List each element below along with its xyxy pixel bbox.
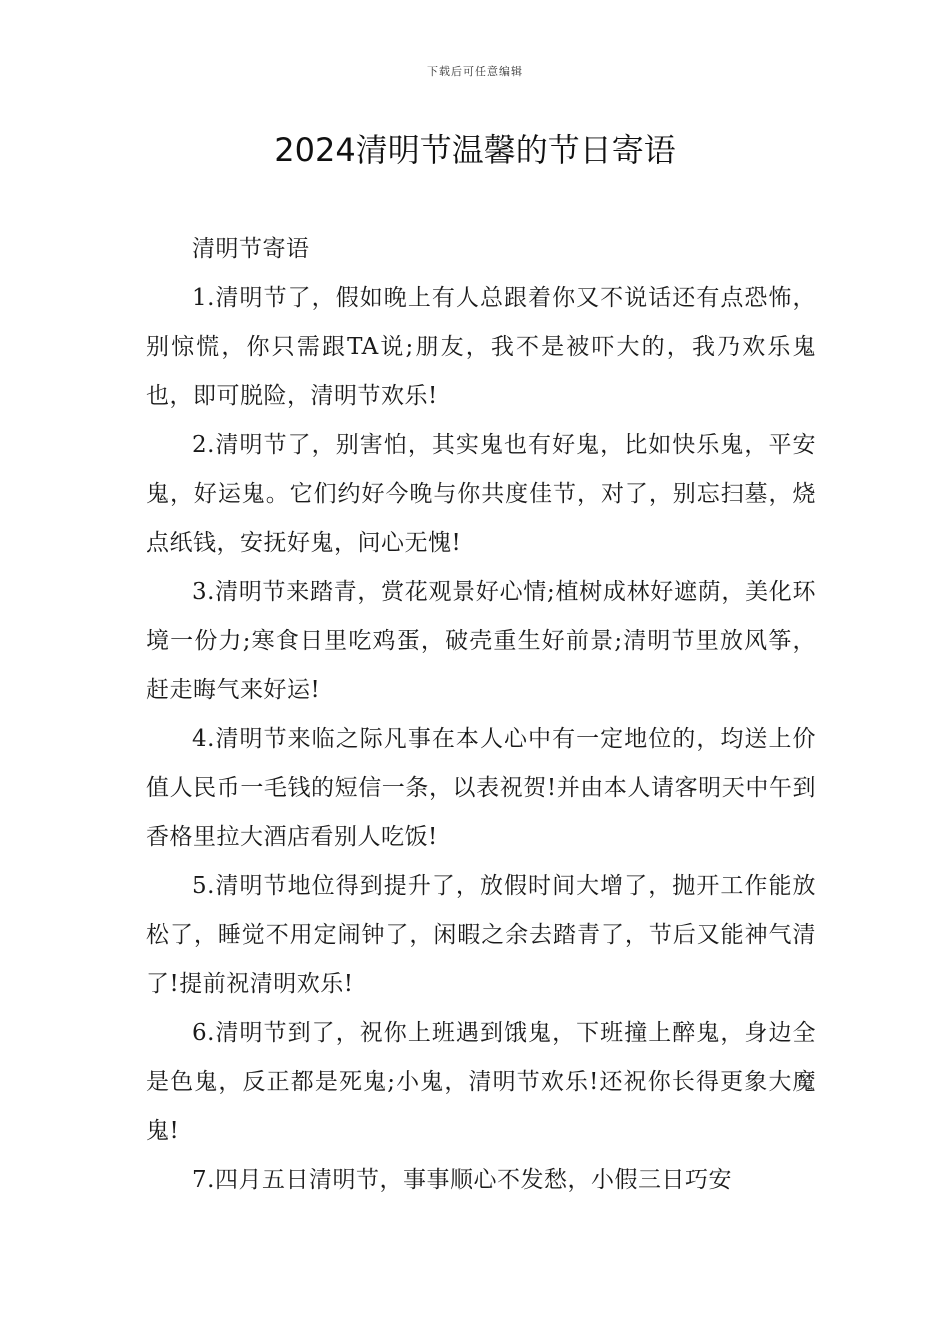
- document-title: 2024清明节温馨的节日寄语: [274, 131, 676, 169]
- section-heading: 清明节寄语: [192, 236, 310, 262]
- paragraph-1: 1.清明节了，假如晚上有人总跟着你又不说话还有点恐怖，别惊慌，你只需跟TA说;朋友，我不是被吓大的，我乃欢乐鬼也，即可脱险，清明节欢乐!: [146, 285, 816, 409]
- paragraph-7: 7.四月五日清明节，事事顺心不发愁，小假三日巧安: [192, 1167, 732, 1193]
- header-note: 下载后可任意编辑: [427, 65, 523, 78]
- paragraph-2: 2.清明节了，别害怕，其实鬼也有好鬼，比如快乐鬼，平安鬼，好运鬼。它们约好今晚与你共度佳节，对了，别忘扫墓，烧点纸钱，安抚好鬼，问心无愧!: [146, 432, 816, 556]
- paragraph-5: 5.清明节地位得到提升了，放假时间大增了，抛开工作能放松了，睡觉不用定闹钟了，闲暇之余去踏青了，节后又能神气清了!提前祝清明欢乐!: [146, 873, 816, 997]
- paragraph-6: 6.清明节到了，祝你上班遇到饿鬼，下班撞上醉鬼，身边全是色鬼，反正都是死鬼;小鬼，清明节欢乐!还祝你长得更象大魔鬼!: [146, 1020, 816, 1144]
- paragraph-3: 3.清明节来踏青，赏花观景好心情;植树成林好遮荫，美化环境一份力;寒食日里吃鸡蛋，破壳重生好前景;清明节里放风筝，赶走晦气来好运!: [146, 579, 816, 703]
- paragraph-4: 4.清明节来临之际凡事在本人心中有一定地位的，均送上价值人民币一毛钱的短信一条，以表祝贺!并由本人请客明天中午到香格里拉大酒店看别人吃饭!: [146, 726, 816, 850]
- document-body: [146, 225, 816, 1205]
